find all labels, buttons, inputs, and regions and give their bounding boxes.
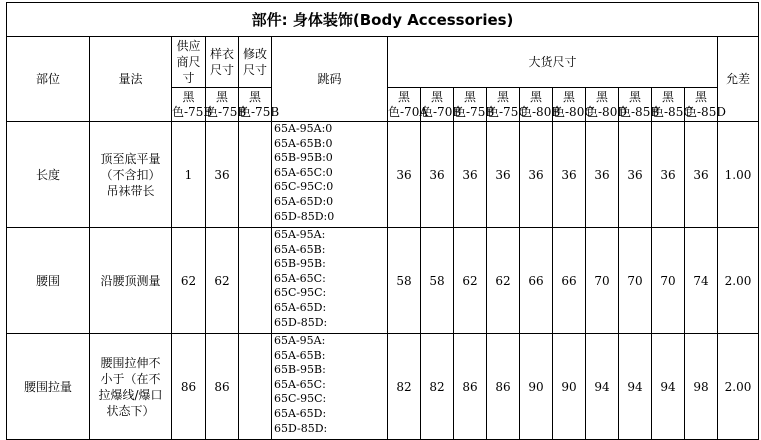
bulk-size-label: 黑色-75C xyxy=(487,88,520,122)
bulk-size-cell: 36 xyxy=(454,122,487,228)
bulk-size-cell: 62 xyxy=(487,228,520,334)
bulk-size-cell: 94 xyxy=(619,334,652,440)
bulk-size-cell: 82 xyxy=(421,334,454,440)
part-cell: 腰围 xyxy=(7,228,90,334)
bulk-size-label: 黑色-70A xyxy=(388,88,421,122)
modified-size-cell xyxy=(239,228,272,334)
bulk-size-label: 黑色-80C xyxy=(553,88,586,122)
method-cell: 沿腰顶测量 xyxy=(90,228,172,334)
sample-size-label: 黑色-75B xyxy=(239,88,272,122)
bulk-size-cell: 62 xyxy=(454,228,487,334)
bulk-size-cell: 98 xyxy=(685,334,718,440)
bulk-size-cell: 66 xyxy=(520,228,553,334)
bulk-size-cell: 94 xyxy=(586,334,619,440)
bulk-size-cell: 36 xyxy=(520,122,553,228)
bulk-size-cell: 36 xyxy=(388,122,421,228)
table-row xyxy=(7,334,759,440)
bulk-size-cell: 70 xyxy=(652,228,685,334)
bulk-size-cell: 36 xyxy=(586,122,619,228)
bulk-size-cell: 36 xyxy=(652,122,685,228)
grading-cell: 65A-95A: 65A-65B: 65B-95B: 65A-65C: 65C-95C: 65A-65D: 65D-85D: xyxy=(272,228,388,334)
table-title: 部件: 身体装饰(Body Accessories) xyxy=(7,3,759,37)
bulk-size-cell: 86 xyxy=(487,334,520,440)
bulk-size-cell: 82 xyxy=(388,334,421,440)
sample-size-cell: 36 xyxy=(206,122,239,228)
grading-cell: 65A-95A:0 65A-65B:0 65B-95B:0 65A-65C:0 65C-95C:0 65A-65D:0 65D-85D:0 xyxy=(272,122,388,228)
bulk-size-label: 黑色-70B xyxy=(421,88,454,122)
bulk-size-cell: 90 xyxy=(520,334,553,440)
bulk-size-cell: 58 xyxy=(388,228,421,334)
bulk-size-cell: 94 xyxy=(652,334,685,440)
bulk-size-cell: 66 xyxy=(553,228,586,334)
supplier-size-cell: 86 xyxy=(172,334,206,440)
modified-size-cell xyxy=(239,122,272,228)
table-row xyxy=(7,122,759,228)
bulk-size-cell: 74 xyxy=(685,228,718,334)
bulk-size-cell: 70 xyxy=(619,228,652,334)
bulk-size-cell: 36 xyxy=(421,122,454,228)
header-sample-size: 样衣尺寸 xyxy=(206,37,239,88)
sample-size-cell: 86 xyxy=(206,334,239,440)
bulk-size-cell: 36 xyxy=(553,122,586,228)
bulk-size-cell: 36 xyxy=(487,122,520,228)
bulk-size-cell: 70 xyxy=(586,228,619,334)
sample-size-cell: 62 xyxy=(206,228,239,334)
tolerance-cell: 2.00 xyxy=(718,334,759,440)
bulk-size-cell: 58 xyxy=(421,228,454,334)
bulk-size-cell: 86 xyxy=(454,334,487,440)
sample-size-label: 黑色-75B xyxy=(206,88,239,122)
bulk-size-label: 黑色-85D xyxy=(685,88,718,122)
method-cell: 腰围拉伸不小于（在不拉爆线/爆口状态下） xyxy=(90,334,172,440)
bulk-size-label: 黑色-85C xyxy=(652,88,685,122)
tolerance-cell: 1.00 xyxy=(718,122,759,228)
bulk-size-label: 黑色-85B xyxy=(619,88,652,122)
table-row xyxy=(7,228,759,334)
header-modified-size: 修改尺寸 xyxy=(239,37,272,88)
header-method: 量法 xyxy=(90,37,172,122)
supplier-size-cell: 1 xyxy=(172,122,206,228)
bulk-size-cell: 36 xyxy=(619,122,652,228)
bulk-size-label: 黑色-75B xyxy=(454,88,487,122)
bulk-size-cell: 90 xyxy=(553,334,586,440)
grading-cell: 65A-95A: 65A-65B: 65B-95B: 65A-65C: 65C-95C: 65A-65D: 65D-85D: xyxy=(272,334,388,440)
tolerance-cell: 2.00 xyxy=(718,228,759,334)
header-part: 部位 xyxy=(7,37,90,122)
supplier-size-cell: 62 xyxy=(172,228,206,334)
bulk-size-cell: 36 xyxy=(685,122,718,228)
part-cell: 长度 xyxy=(7,122,90,228)
header-grading: 跳码 xyxy=(272,37,388,122)
header-bulk-size: 大货尺寸 xyxy=(388,37,718,88)
part-cell: 腰围拉量 xyxy=(7,334,90,440)
bulk-size-label: 黑色-80B xyxy=(520,88,553,122)
bulk-size-label: 黑色-80D xyxy=(586,88,619,122)
sample-size-label: 黑色-75B xyxy=(172,88,206,122)
header-supplier-size: 供应商尺寸 xyxy=(172,37,206,88)
method-cell: 顶至底平量（不含扣）吊袜带长 xyxy=(90,122,172,228)
modified-size-cell xyxy=(239,334,272,440)
spec-table xyxy=(6,2,759,440)
header-tolerance: 允差 xyxy=(718,37,759,122)
